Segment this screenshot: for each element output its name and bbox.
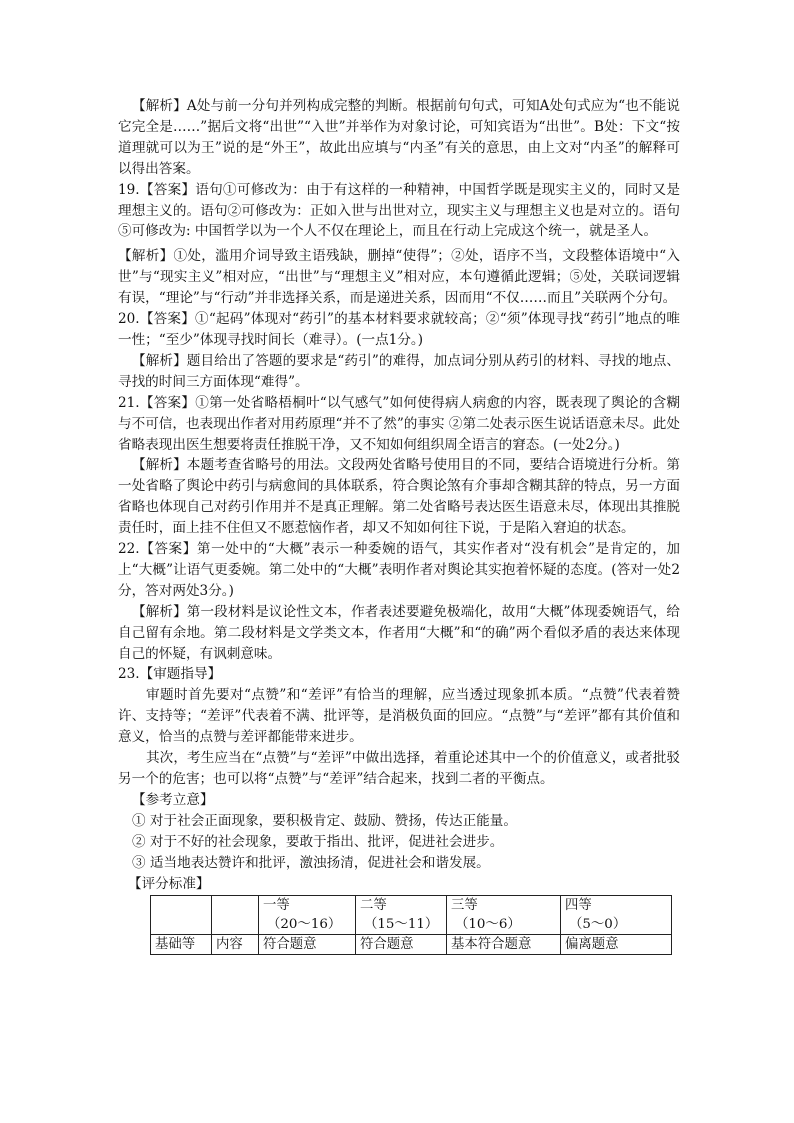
table-row (151, 896, 672, 935)
table-cell: 内容 (212, 935, 259, 955)
table-cell (561, 896, 672, 935)
reference-item: ① 对于社会正面现象，要积极肯定、鼓励、赞扬，传达正能量。 (132, 812, 517, 829)
table-cell: 偏离题意 (561, 935, 672, 955)
q21-answer: 21.【答案】①第一处省略梧桐叶“以气感气”如何使得病人病愈的内容，既表现了舆论的含糊与不可信，也表现出作者对用药原理“并不了然”的事实 ②第二处表示医生说话语意未尽。此处省略表现出医生想要将责任推脱干净，又不知如何组织周全语言的窘态。(一处2分。) (118, 394, 680, 453)
table-cell (259, 896, 356, 935)
grade-label: 二等 (360, 898, 387, 914)
table-cell (356, 896, 447, 935)
q22-answer: 22.【答案】第一处中的“大概”表示一种委婉的语气，其实作者对“没有机会”是肯定的，加上“大概”让语气更委婉。第二处中的“大概”表明作者对舆论其实抱着怀疑的态度。(答对一处2分，答对两处3分。) (118, 541, 680, 599)
grade-range: （5～0） (569, 917, 627, 933)
scoring-table (150, 895, 672, 955)
reference-item: ③ 适当地表达赞许和批评，激浊扬清，促进社会和谐发展。 (132, 854, 490, 871)
q18-analysis: 【解析】A处与前一分句并列构成完整的判断。根据前句句式，可知A处句式应为“也不能说它完全是……”据后文将“出世”“入世”并举作为对象讨论，可知宾语为“出世”。B处：下文“按道理就可以为王”说的是“外王”，故此出应填与“内圣”有关的意思，由上文对“内圣”的解释可以得出答案。 (118, 98, 680, 177)
grade-label: 四等 (565, 898, 592, 914)
table-cell: 符合题意 (356, 935, 447, 955)
table-cell (447, 896, 561, 935)
q22-analysis: 【解析】第一段材料是议论性文本，作者表述要避免极端化，故用“大概”体现委婉语气，给自己留有余地。第二段材料是文学类文本，作者用“大概”和“的确”两个看似矛盾的表达来体现自己的怀疑，有讽刺意味。 (118, 603, 680, 662)
q19-answer: 19.【答案】语句①可修改为：由于有这样的一种精神，中国哲学既是现实主义的，同时又是理想主义的。语句②可修改为：正如入世与出世对立，现实主义与理想主义也是对立的。语句⑤可修改为: 中国哲学以为一个人不仅在理论上，而且在行动上完成这个统一，就是圣人。 (118, 181, 680, 240)
reference-title: 【参考立意】 (132, 791, 214, 808)
grade-range: （15～11） (364, 917, 439, 933)
q21-analysis: 【解析】本题考查省略号的用法。文段两处省略号使用目的不同，要结合语境进行分析。第一处省略了舆论中药引与病愈间的具体联系，符合舆论煞有介事却含糊其辞的特点，另一方面省略也体现自己对药引作用并不是真正理解。第二处省略号表达医生语意未尽，体现出其推脱责任时，面上挂不住但又不愿惹恼作者，却又不知如何往下说，于是陷入窘迫的状态。 (118, 457, 680, 537)
table-cell: 符合题意 (259, 935, 356, 955)
grade-range: （20～16） (267, 917, 342, 933)
table-row (151, 935, 672, 955)
q20-answer: 20.【答案】①“起码”体现对“药引”的基本材料要求就较高；②“须”体现寻找“药引”地点的唯一性；“至少”体现寻找时间长（难寻）。(一点1分。) (118, 311, 680, 348)
q23-title: 23.【审题指导】 (118, 666, 222, 683)
table-cell (212, 896, 259, 935)
q23-paragraph-1: 审题时首先要对“点赞”和“差评”有恰当的理解，应当透过现象抓本质。“点赞”代表着赞许、支持等；“差评”代表着不满、批评等，是消极负面的回应。“点赞”与“差评”都有其价值和意义，恰当的点赞与差评都能带来进步。 (118, 687, 680, 746)
scoring-title: 【评分标准】 (128, 875, 210, 892)
q20-analysis: 【解析】题目给出了答题的要求是“药引”的难得，加点词分别从药引的材料、寻找的地点、寻找的时间三方面体现“难得”。 (118, 352, 680, 390)
table-cell: 基本符合题意 (447, 935, 561, 955)
q19-analysis: 【解析】①处，滥用介词导致主语残缺，删掉“使得”；②处，语序不当，文段整体语境中“入世”与“现实主义”相对应，“出世”与“理想主义”相对应，本句遵循此逻辑；⑤处，关联词逻辑有误，“理论”与“行动”并非选择关系，而是递进关系，因而用“不仅……而且”关联两个分句。 (118, 248, 680, 307)
reference-item: ② 对于不好的社会现象，要敢于指出、批评，促进社会进步。 (132, 833, 504, 850)
grade-label: 一等 (263, 898, 290, 914)
grade-range: （10～6） (455, 917, 521, 933)
answer-sheet (118, 96, 680, 955)
table-cell (151, 896, 212, 935)
table-cell: 基础等 (151, 935, 212, 955)
q23-paragraph-2: 其次，考生应当在“点赞”与“差评”中做出选择，着重论述其中一个的价值意义，或者批驳另一个的危害；也可以将“点赞”与“差评”结合起来，找到二者的平衡点。 (118, 750, 680, 787)
grade-label: 三等 (451, 898, 478, 914)
